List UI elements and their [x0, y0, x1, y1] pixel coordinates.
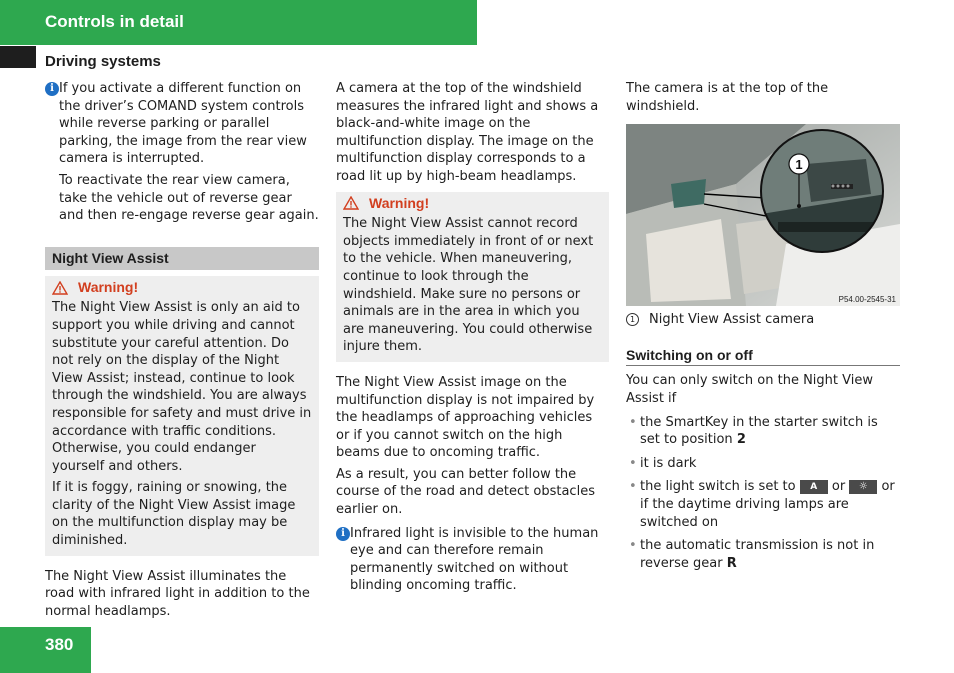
- warning-triangle-icon: [343, 196, 359, 210]
- photo-code: P54.00-2545-31: [838, 295, 896, 305]
- info-paragraph-1: If you activate a different function on the driver’s COMAND system controls while reverse parking or parallel parking, the image from the rear view camera is interrupted.: [59, 81, 307, 167]
- bullet-bold: 2: [736, 432, 746, 448]
- section-tab-marker: [0, 46, 36, 68]
- warning-triangle-icon: [52, 281, 68, 295]
- warning-box-aid: [45, 276, 319, 556]
- bullet-or: or: [827, 479, 850, 495]
- column-3: [626, 80, 900, 578]
- info-note-infrared: [336, 525, 609, 595]
- light-switch-auto-icon: A: [800, 480, 828, 494]
- condition-smartkey: [626, 414, 900, 449]
- warning-header: [343, 195, 602, 213]
- warning-header: [52, 279, 312, 297]
- body-paragraph: The Night View Assist illuminates the road with infrared light in addition to the normal headlamps.: [45, 568, 310, 619]
- condition-transmission: [626, 537, 900, 572]
- section-title: Driving systems: [45, 53, 161, 70]
- switching-heading: Switching on or off: [626, 347, 900, 367]
- night-view-assist-heading: Night View Assist: [45, 247, 319, 270]
- warning-box-record: [336, 192, 609, 362]
- result-paragraph: As a result, you can better follow the course of the road and detect obstacles earlier on.: [336, 466, 595, 518]
- bullet-text: the SmartKey in the starter switch is set to position: [640, 414, 878, 448]
- page-number: 380: [45, 635, 74, 654]
- warning-paragraph: The Night View Assist cannot record objects immediately in front of or next to the vehicle. When maneuvering, continue to look through the windshield. Make sure no persons or animals are in the area in which you are maneuvering. You could otherwise injure them.: [343, 216, 594, 355]
- condition-light-switch: [626, 478, 900, 531]
- chapter-header: [0, 0, 477, 45]
- chapter-title: Controls in detail: [45, 12, 184, 31]
- bullet-text: the light switch is set to: [640, 479, 800, 495]
- bullet-bold: R: [726, 555, 737, 571]
- column-1: [45, 80, 319, 624]
- switching-intro: You can only switch on the Night View Assist if: [626, 373, 873, 406]
- photo-callout-1: 1: [795, 157, 803, 173]
- bullet-text: the automatic transmission is not in reverse gear: [640, 538, 875, 571]
- photo-legend: [626, 311, 900, 329]
- info-note-rear-camera: [45, 80, 319, 225]
- windshield-camera-photo: [626, 124, 900, 306]
- legend-text: Night View Assist camera: [649, 312, 815, 328]
- info-paragraph-2: To reactivate the rear view camera, take the vehicle out of reverse gear and then re-engage reverse gear again.: [59, 172, 319, 224]
- legend-number: 1: [626, 313, 639, 326]
- warning-paragraph-1: The Night View Assist is only an aid to support you while driving and cannot substitute your careful attention. Do not rely on the display of the Night View Assist; instead, continue to look through the windshield. You are always responsible for safety and must drive in accordance with traffic conditions. Otherwise, you could endanger yourself and others.: [52, 300, 312, 474]
- car-interior-illustration: [626, 124, 900, 306]
- bullet-text-post: or if the daytime driving lamps are switched on: [640, 479, 895, 530]
- condition-dark: [626, 455, 900, 473]
- info-icon: i: [336, 527, 350, 541]
- info-paragraph: Infrared light is invisible to the human eye and can therefore remain permanently switched on without blinding oncoming traffic.: [350, 525, 599, 594]
- camera-location-text: The camera is at the top of the windshield.: [626, 81, 829, 114]
- warning-title: Warning!: [369, 194, 430, 211]
- column-2: [336, 80, 609, 599]
- info-icon: i: [45, 82, 59, 96]
- bullet-text: it is dark: [640, 455, 697, 471]
- camera-paragraph: A camera at the top of the windshield measures the infrared light and shows a black-and-white image on the multifunction display. The image on the multifunction display corresponds to a road lit up by high-beam headlamps.: [336, 81, 599, 184]
- headlamps-paragraph: The Night View Assist image on the multifunction display is not impaired by the headlamps of approaching vehicles or if you cannot switch on the high beams due to oncoming traffic.: [336, 374, 595, 461]
- warning-title: Warning!: [78, 278, 139, 295]
- warning-paragraph-2: If it is foggy, raining or snowing, the clarity of the Night View Assist image on the multifunction display may be diminished.: [52, 480, 296, 549]
- page-number-box: [0, 627, 91, 673]
- low-beam-icon: ☼: [849, 480, 877, 494]
